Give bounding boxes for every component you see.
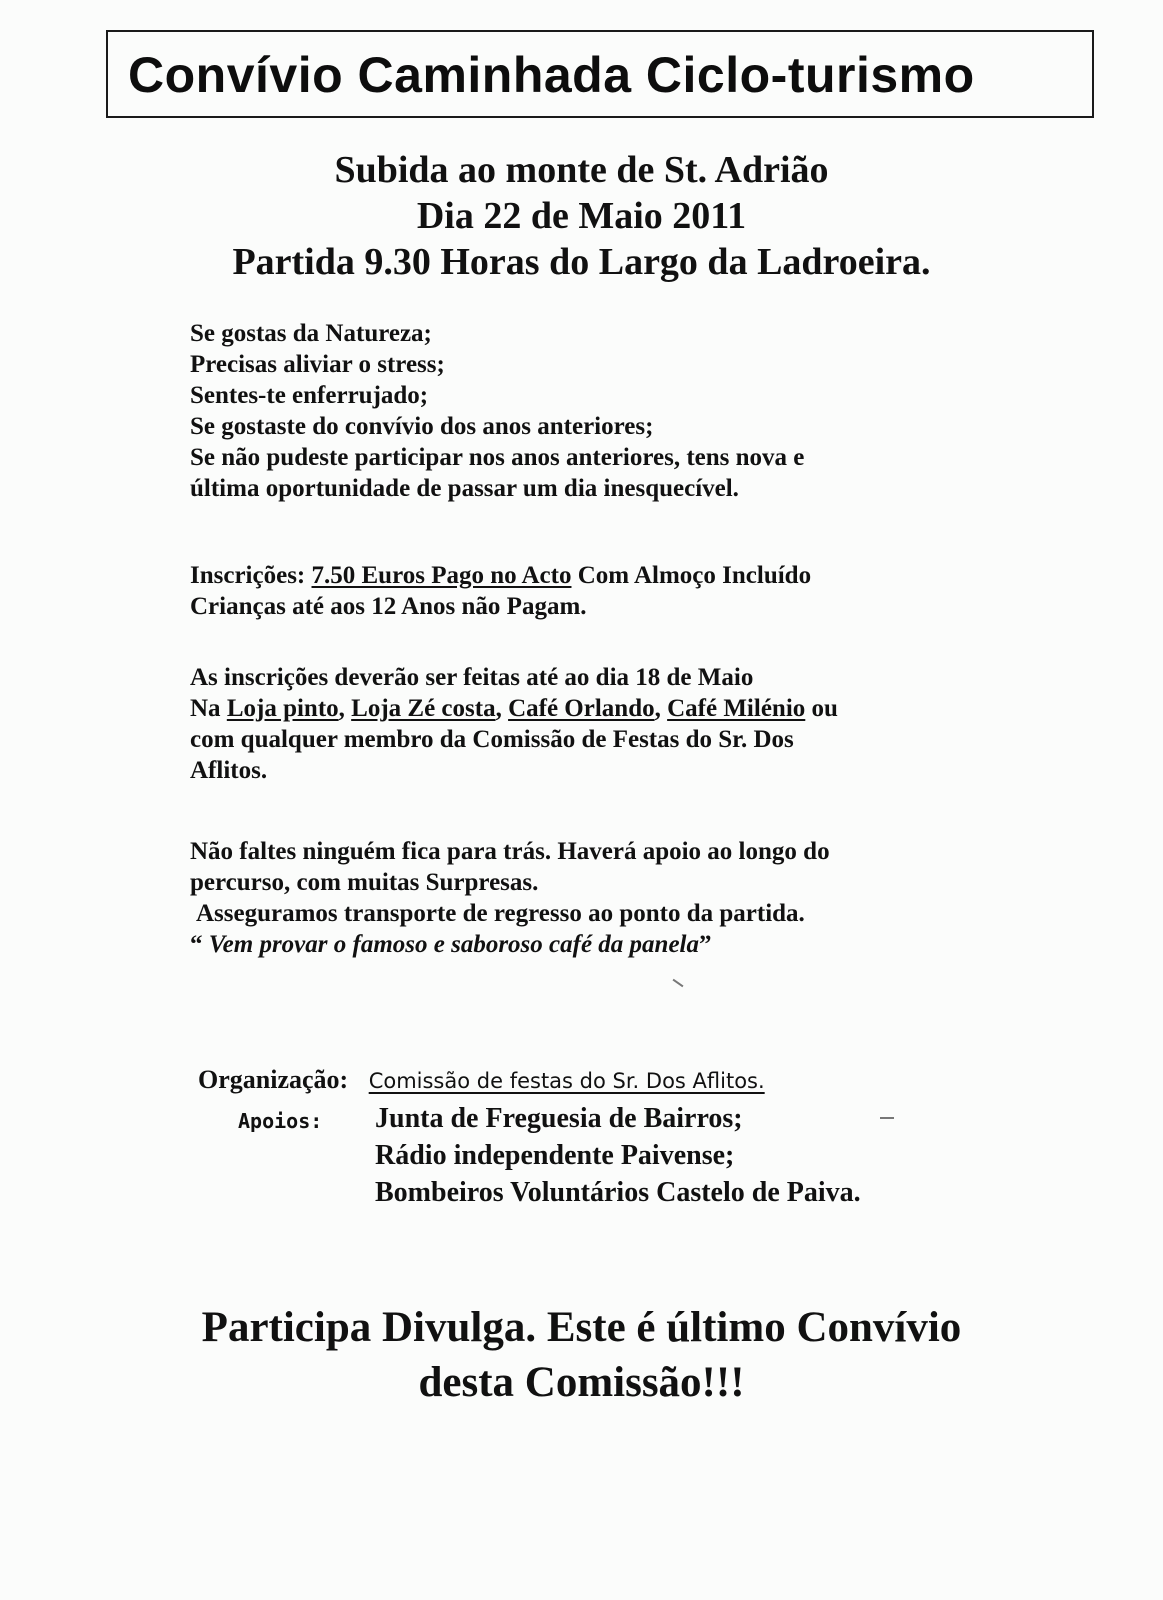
quote-open: “: [190, 931, 203, 958]
intro-line: Sentes-te enferrujado;: [190, 382, 429, 409]
intro-paragraph: [190, 318, 804, 504]
organization-label: Organização:: [198, 1065, 349, 1094]
support-item: Junta de Freguesia de Bairros;: [375, 1103, 743, 1134]
heading-departure: Partida 9.30 Horas do Largo da Ladroeira.: [232, 241, 931, 283]
encouragement-line: Asseguramos transporte de regresso ao ponto da partida.: [196, 900, 805, 927]
scan-speck: [673, 979, 684, 988]
encouragement-paragraph: [190, 836, 830, 960]
support-item: Rádio independente Paivense;: [375, 1140, 735, 1171]
closing-line: desta Comissão!!!: [418, 1359, 745, 1406]
registration-price: 7.50 Euros Pago no Acto: [311, 562, 572, 589]
page-title: Convívio Caminhada Ciclo-turismo: [128, 47, 975, 103]
intro-line: Precisas aliviar o stress;: [190, 351, 445, 378]
intro-line: Se gostas da Natureza;: [190, 320, 432, 347]
registration-label: Inscrições:: [190, 562, 306, 589]
encouragement-line: percurso, com muitas Surpresas.: [190, 869, 539, 896]
intro-line: última oportunidade de passar um dia inesquecível.: [190, 475, 739, 502]
deadline-line: As inscrições deverão ser feitas até ao dia 18 de Maio: [190, 664, 754, 691]
place-loja-ze-costa: Loja Zé costa: [351, 695, 496, 722]
registration-paragraph: [190, 560, 811, 622]
separator: ,: [495, 695, 502, 722]
intro-line: Se gostaste do convívio dos anos anteriores;: [190, 413, 654, 440]
scan-speck: [880, 1117, 894, 1119]
organization-value: Comissão de festas do Sr. Dos Aflitos.: [368, 1069, 765, 1093]
closing-message: [0, 1300, 1163, 1410]
supports-label: Apoios:: [238, 1109, 323, 1133]
supports-list: [375, 1100, 861, 1211]
closing-line: Participa Divulga. Este é último Convívio: [201, 1304, 962, 1351]
place-cafe-orlando: Café Orlando: [508, 695, 655, 722]
deadline-paragraph: [190, 662, 838, 786]
deadline-line: com qualquer membro da Comissão de Festas do Sr. Dos: [190, 726, 794, 753]
encouragement-line: Não faltes ninguém fica para trás. Haverá apoio ao longo do: [190, 838, 830, 865]
registration-lunch: Com Almoço Incluído: [577, 562, 812, 589]
deadline-prefix: Na: [190, 695, 221, 722]
deadline-line: Aflitos.: [190, 757, 268, 784]
quote-text: Vem provar o famoso e saboroso café da panela: [208, 931, 699, 958]
deadline-suffix: ou: [811, 695, 838, 722]
heading-date: Dia 22 de Maio 2011: [416, 195, 747, 237]
place-cafe-milenio: Café Milénio: [667, 695, 806, 722]
title-box: [106, 30, 1094, 118]
heading-location: Subida ao monte de St. Adrião: [334, 149, 829, 191]
registration-children: Crianças até aos 12 Anos não Pagam.: [190, 593, 587, 620]
support-item: Bombeiros Voluntários Castelo de Paiva.: [375, 1177, 861, 1208]
organization: [198, 1065, 765, 1095]
intro-line: Se não pudeste participar nos anos anteriores, tens nova e: [190, 444, 805, 471]
separator: ,: [338, 695, 345, 722]
separator: ,: [654, 695, 661, 722]
place-loja-pinto: Loja pinto: [226, 695, 339, 722]
quote-close: ”: [699, 931, 712, 958]
